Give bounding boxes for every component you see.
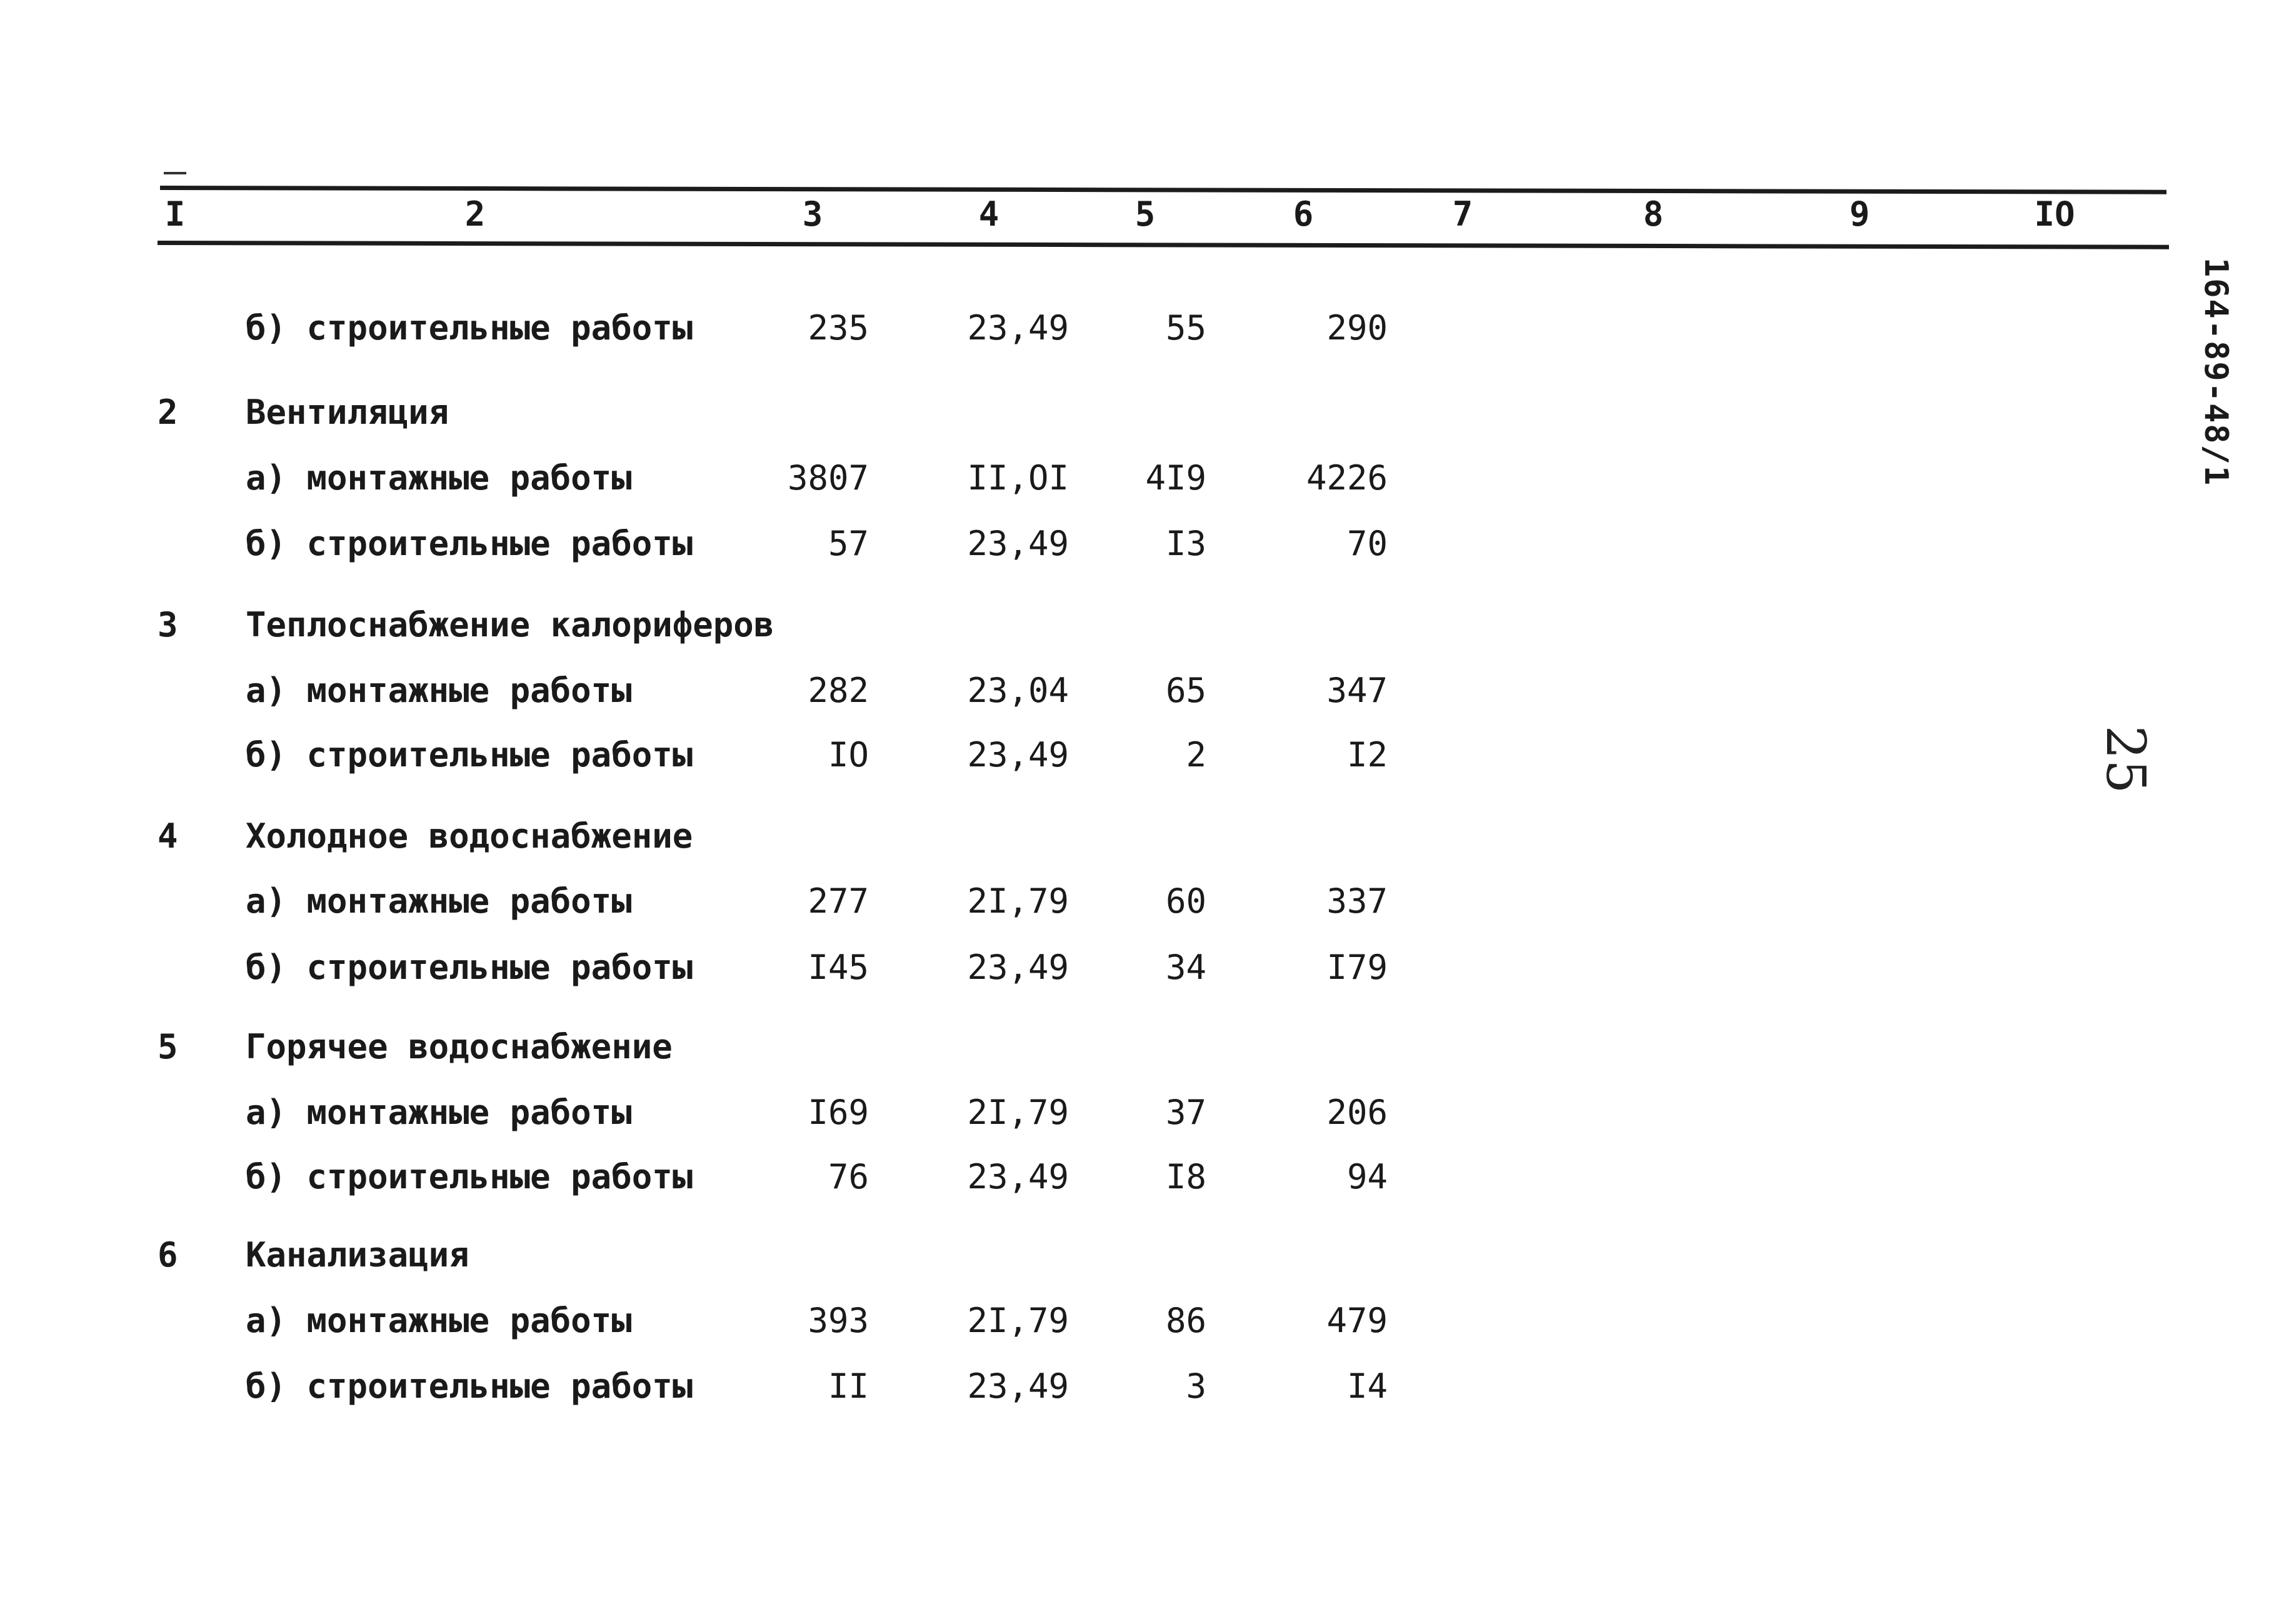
page-number: 25	[2094, 725, 2156, 794]
cell-col-4: 23,49	[967, 1366, 1069, 1406]
cell-col-5: 34	[1165, 948, 1206, 987]
cell-col-3: I45	[808, 948, 869, 987]
cell-col-6: I2	[1346, 735, 1388, 774]
cell-col-6: 206	[1326, 1093, 1388, 1132]
cell-col-6: I79	[1326, 948, 1388, 987]
row-number: 4	[158, 816, 178, 856]
row-label: б) строительные работы	[246, 308, 693, 348]
column-header-7: 7	[1452, 194, 1473, 234]
cell-col-5: I8	[1165, 1157, 1206, 1196]
cell-col-5: 4I9	[1145, 458, 1206, 498]
cell-col-3: 282	[808, 671, 869, 710]
row-label: Теплоснабжение калориферов	[246, 605, 774, 644]
table-row	[0, 519, 2289, 569]
row-label: б) строительные работы	[246, 1157, 693, 1196]
cell-col-4: 23,49	[967, 308, 1069, 348]
cell-col-5: I3	[1165, 524, 1206, 563]
column-header-8: 8	[1643, 194, 1664, 234]
cell-col-5: 86	[1165, 1301, 1206, 1340]
row-number: 3	[158, 605, 178, 644]
cell-col-4: 23,49	[967, 1157, 1069, 1196]
cell-col-5: 37	[1165, 1093, 1206, 1132]
row-number: 5	[158, 1027, 178, 1066]
table-row	[0, 666, 2289, 716]
column-header-5: 5	[1134, 194, 1156, 234]
column-header-2: 2	[464, 194, 486, 234]
cell-col-4: 2I,79	[967, 1301, 1069, 1340]
row-number: 2	[158, 393, 178, 432]
row-number: 6	[158, 1235, 178, 1275]
document-code: 164-89-48/1	[2197, 257, 2235, 487]
row-label: Канализация	[246, 1235, 469, 1275]
cell-col-4: II,OI	[967, 458, 1069, 498]
row-label: Горячее водоснабжение	[246, 1027, 673, 1066]
cell-col-3: 235	[808, 308, 869, 348]
cell-col-3: 3807	[787, 458, 869, 498]
cell-col-5: 55	[1165, 308, 1206, 348]
table-row	[0, 811, 2289, 861]
table-row	[0, 1361, 2289, 1411]
cell-col-6: 70	[1346, 524, 1388, 563]
table-row	[0, 730, 2289, 780]
table-row	[0, 600, 2289, 650]
row-label: а) монтажные работы	[246, 671, 632, 710]
table-row	[0, 388, 2289, 438]
cell-col-6: I4	[1346, 1366, 1388, 1406]
column-header-3: 3	[802, 194, 823, 234]
header-bottom-rule	[158, 241, 2169, 249]
table-row	[0, 943, 2289, 993]
cell-col-3: IO	[828, 735, 869, 774]
column-header-1: I	[164, 194, 186, 234]
header-tick-mark	[164, 172, 186, 174]
cell-col-4: 23,49	[967, 948, 1069, 987]
table-row	[0, 1152, 2289, 1202]
cell-col-3: 393	[808, 1301, 869, 1340]
cell-col-5: 2	[1186, 735, 1206, 774]
cell-col-6: 290	[1326, 308, 1388, 348]
cell-col-4: 23,49	[967, 524, 1069, 563]
cell-col-3: 57	[828, 524, 869, 563]
cell-col-5: 3	[1186, 1366, 1206, 1406]
cell-col-6: 337	[1326, 881, 1388, 921]
row-label: б) строительные работы	[246, 524, 693, 563]
table-row	[0, 1088, 2289, 1138]
cell-col-3: 76	[828, 1157, 869, 1196]
row-label: а) монтажные работы	[246, 1301, 632, 1340]
cell-col-5: 60	[1165, 881, 1206, 921]
cell-col-4: 23,04	[967, 671, 1069, 710]
table-row	[0, 1022, 2289, 1072]
column-header-4: 4	[978, 194, 999, 234]
row-label: а) монтажные работы	[246, 1093, 632, 1132]
column-header-6: 6	[1293, 194, 1314, 234]
row-label: Вентиляция	[246, 393, 449, 432]
cell-col-4: 23,49	[967, 735, 1069, 774]
table-row	[0, 1296, 2289, 1346]
row-label: б) строительные работы	[246, 1366, 693, 1406]
cell-col-3: 277	[808, 881, 869, 921]
column-header-10: IO	[2034, 194, 2075, 234]
table-row	[0, 453, 2289, 503]
row-label: б) строительные работы	[246, 735, 693, 774]
table-row	[0, 303, 2289, 353]
cell-col-4: 2I,79	[967, 881, 1069, 921]
table-row	[0, 876, 2289, 926]
row-label: а) монтажные работы	[246, 881, 632, 921]
row-label: Холодное водоснабжение	[246, 816, 693, 856]
cell-col-5: 65	[1165, 671, 1206, 710]
cell-col-4: 2I,79	[967, 1093, 1069, 1132]
cell-col-3: I69	[808, 1093, 869, 1132]
table-row	[0, 1230, 2289, 1280]
row-label: а) монтажные работы	[246, 458, 632, 498]
cell-col-3: II	[828, 1366, 869, 1406]
column-header-9: 9	[1849, 194, 1870, 234]
cell-col-6: 347	[1326, 671, 1388, 710]
cell-col-6: 479	[1326, 1301, 1388, 1340]
cell-col-6: 94	[1346, 1157, 1388, 1196]
row-label: б) строительные работы	[246, 948, 693, 987]
cell-col-6: 4226	[1306, 458, 1388, 498]
